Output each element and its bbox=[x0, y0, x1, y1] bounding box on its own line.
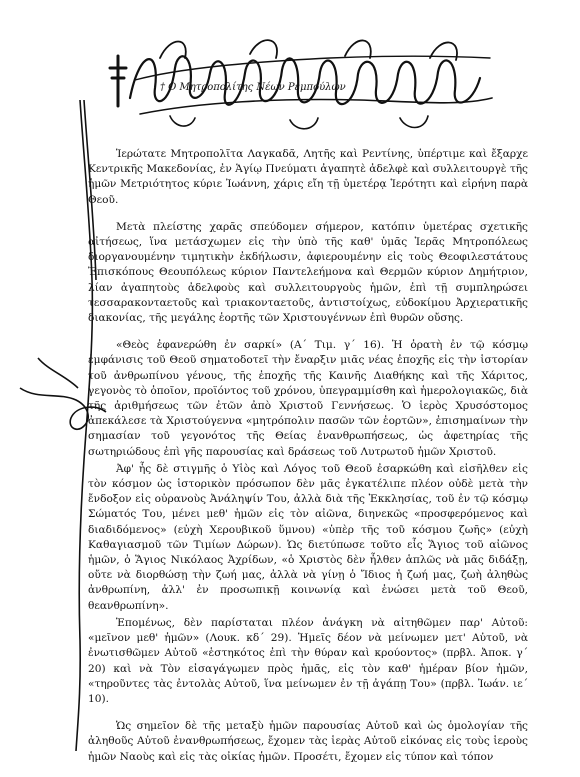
paragraph-abide: Ἑπομένως, δὲν παρίσταται πλέον ἀνάγκη νὰ αἰτηθῶμεν παρ' Αὐτοῦ: «μεῖνον μεθ' ἡμῶν» (Λουκ. κδ΄ 29). Ἡμεῖς δέον νὰ μείνωμεν μετ' Αὐτοῦ, νὰ ἐνωτισθῶμεν Αὐτοῦ «ἑστηκότος ἐπὶ τὴν θύραν καὶ κρούοντος» (πρβλ. Ἀποκ. γ΄ 20) καὶ νὰ Τὸν εἰσαγάγωμεν πρὸς ἡμᾶς, εἰς τὸν καθ' ἡμέραν βίον ἡμῶν, «τηροῦντες τὰς ἐντολὰς Αὐτοῦ, ἵνα μείνωμεν ἐν τῇ ἀγάπῃ Του» (πρβλ. Ἰωάν. ιε΄ 10). bbox=[88, 616, 528, 705]
patriarchal-signature bbox=[100, 28, 500, 138]
letter-body bbox=[88, 147, 528, 777]
paragraph-icons: Ὡς σημεῖον δὲ τῆς μεταξὺ ἡμῶν παρουσίας Αὐτοῦ καὶ ὡς ὁμολογίαν τῆς ἀληθοῦς Αὐτοῦ ἐνανθρωπήσεως, ἔχομεν τὰς ἱερὰς Αὐτοῦ εἰκόνας εἰς τοὺς ἱεροὺς ἡμῶν Ναοὺς καὶ εἰς τὰς οἰκίας ἡμῶν. Προσέτι, ἔχομεν εἰς τύπον καὶ τόπον bbox=[88, 720, 528, 763]
paragraph-incarnation: «Θεὸς ἐφανερώθη ἐν σαρκί» (Α΄ Τιμ. γ΄ 16). Ἡ ὁρατὴ ἐν τῷ κόσμῳ ἐμφάνισις τοῦ Θεοῦ σηματοδοτεῖ τὴν ἔναρξιν μιᾶς νέας ἐποχῆς εἰς τὴν ἱστορίαν τοῦ ἀνθρωπίνου γένους, τῆς ἐποχῆς τῆς Καινῆς Διαθήκης καὶ τῆς Χάριτος, γεγονὸς τὸ ὁποῖον, προϊόντος τοῦ χρόνου, ὑπεγραμμίσθη καὶ ἡμερολογιακῶς, διὰ τῆς ἀριθμήσεως τῶν ἐτῶν ἀπὸ Χριστοῦ Γεννήσεως. Ὁ ἱερὸς Χρυσόστομος ἀπεκάλεσε τὰ Χριστούγεννα «μητρόπολιν πασῶν τῶν ἑορτῶν», ἐπισημαίνων τὴν σημασίαν τοῦ γεγονότος τῆς Θείας ἐνανθρωπήσεως, ὡς ἀφετηρίας τῆς σωτηριώδους ἐπὶ γῆς παρουσίας καὶ δράσεως τοῦ Λυτρωτοῦ ἡμῶν Χριστοῦ. bbox=[88, 339, 528, 458]
paragraph-salutation: Ἱερώτατε Μητροπολῖτα Λαγκαδᾶ, Λητῆς καὶ Ρεντίνης, ὑπέρτιμε καὶ ἔξαρχε Κεντρικῆς Μακεδονίας, ἐν Ἁγίῳ Πνεύματι ἀγαπητὲ ἀδελφὲ καὶ συλλειτουργὲ τῆς ἡμῶν Μετριότητος κύριε Ἰωάννη, χάρις εἴη τῇ ὑμετέρᾳ Ἱερότητι καὶ εἰρήνη παρὰ Θεοῦ. bbox=[88, 148, 528, 206]
paragraph-church: Ἀφ' ἧς δὲ στιγμῆς ὁ Υἱὸς καὶ Λόγος τοῦ Θεοῦ ἐσαρκώθη καὶ εἰσῆλθεν εἰς τὸν κόσμον ὡς ἱστορικὸν πρόσωπον δὲν μᾶς ἐγκατέλιπε πλέον οὐδὲ μετὰ τὴν ἔνδοξον εἰς οὐρανοὺς Ἀνάληψίν Του, ἀλλὰ διὰ τῆς Ἐκκλησίας, τοῦ ἐν τῷ κόσμῳ Σώματός Του, μένει μεθ' ἡμῶν εἰς τὸν αἰῶνα, διηνεκῶς «προσφερόμενος καὶ διαδιδόμενος» (εὐχὴ Χερουβικοῦ ὕμνου) «ὑπὲρ τῆς τοῦ κόσμου ζωῆς» (εὐχὴ Καθαγιασμοῦ τῶν Τιμίων Δώρων). Ὡς διετύπωσε τοῦτο εἷς Ἅγιος τοῦ αἰῶνος ἡμῶν, ὁ Ἅγιος Νικόλαος Ἀχρίδων, «ὁ Χριστὸς δὲν ἦλθεν ἁπλῶς νὰ μᾶς διδάξῃ, οὔτε νὰ διορθώσῃ τὴν ζωή μας, ἀλλὰ νὰ γίνῃ ὁ Ἴδιος ἡ ζωή μας, ζωὴ ἀληθὼς ἀνθρωπίνη, ἀλλ' ἐν προσωπικῇ κοινωνίᾳ καὶ ἑνώσει μετὰ τοῦ Θεοῦ, θεανθρωπίνη». bbox=[88, 462, 528, 612]
signature-text: † Ο Μητροπολίτης Νέων Ρεμπούλων bbox=[160, 82, 346, 93]
paragraph-introduction: Μετὰ πλείστης χαρᾶς σπεύδομεν σήμερον, κατόπιν ὑμετέρας σχετικῆς αἰτήσεως, ἵνα μετάσχωμεν εἰς τὴν ὑπὸ τῆς καθ' ὑμᾶς Ἱερᾶς Μητροπόλεως διοργανουμένην τιμητικὴν ἐκδήλωσιν, ἀφιερουμένην εἰς τοὺς Θεοφιλεστάτους Ἐπισκόπους Θεουπόλεως κύριον Παντελεήμονα καὶ Θερμῶν κύριον Δημήτριον, λίαν ἀγαπητοὺς ἀδελφοὺς καὶ συλλειτουργοὺς ἡμῶν, ἐπὶ τῇ συμπληρώσει τεσσαρακονταετοῦς καὶ τριακονταετοῦς, ἀντιστοίχως, εὐδοκίμου Ἀρχιερατικῆς διακονίας, τῆς μεγάλης ἑορτῆς τῶν Χριστουγέννων ἐπὶ θυρῶν οὔσης. bbox=[88, 220, 528, 325]
